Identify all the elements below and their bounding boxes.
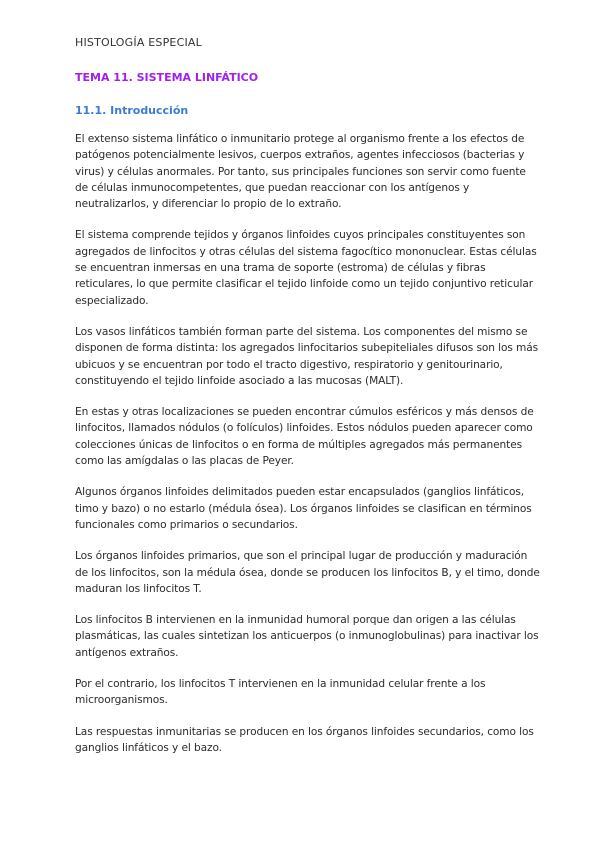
paragraph: En estas y otras localizaciones se pueden encontrar cúmulos esféricos y más densos de linfocitos, llamados nódulos (o folículos) linfoides. Estos nódulos pueden aparecer como colecciones únicas de linfocitos o en forma de múltiples agregados más permanentes como las amígdalas o las placas de Peyer. xyxy=(75,406,534,468)
paragraph: Los linfocitos B intervienen en la inmunidad humoral porque dan origen a las células plasmáticas, las cuales sintetizan los anticuerpos (o inmunoglobulinas) para inactivar los antígenos extraños. xyxy=(75,614,539,659)
paragraph: Las respuestas inmunitarias se producen en los órganos linfoides secundarios, como los ganglios linfáticos y el bazo. xyxy=(75,725,534,754)
paragraph: Los órganos linfoides primarios, que son el principal lugar de producción y maduración de los linfocitos, son la médula ósea, donde se producen los linfocitos B, y el timo, donde maduran los linfocitos T. xyxy=(75,550,540,595)
paragraph: Algunos órganos linfoides delimitados pueden estar encapsulados (ganglios linfáticos, timo y bazo) o no estarlo (médula ósea). Los órganos linfoides se clasifican en términos funcionales como primarios o secundarios. xyxy=(75,486,532,531)
paragraph: El sistema comprende tejidos y órganos linfoides cuyos principales constituyentes son agregados de linfocitos y otras células del sistema fagocítico mononuclear. Estas células se encuentran inmersas en una trama de soporte (estroma) de células y fibras reticulares, lo que permite clasificar el tejido linfoide como un tejido conjuntivo reticular especializado. xyxy=(75,229,537,307)
paragraph: Los vasos linfáticos también forman parte del sistema. Los componentes del mismo se disponen de forma distinta: los agregados linfocitarios subepiteliales difusos son los más ubicuos y se encuentran por todo el tracto digestivo, respiratorio y genitourinario, constituyendo el tejido linfoide asociado a las mucosas (MALT). xyxy=(75,325,539,387)
chapter-title: TEMA 11. SISTEMA LINFÁTICO xyxy=(75,71,259,84)
paragraph: El extenso sistema linfático o inmunitario protege al organismo frente a los efectos de patógenos potencialmente lesivos, cuerpos extraños, agentes infecciosos (bacterias y virus) y células anormales. Por tanto, sus principales funciones son servir como fuente de células inmunocompetentes, que puedan reaccionar con los antígenos y neutralizarlos, y diferenciar lo propio de lo extraño. xyxy=(75,133,526,211)
section-heading: 11.1. Introducción xyxy=(75,104,189,117)
running-header: HISTOLOGÍA ESPECIAL xyxy=(75,36,202,49)
paragraph: Por el contrario, los linfocitos T intervienen en la inmunidad celular frente a los microorganismos. xyxy=(75,678,486,707)
